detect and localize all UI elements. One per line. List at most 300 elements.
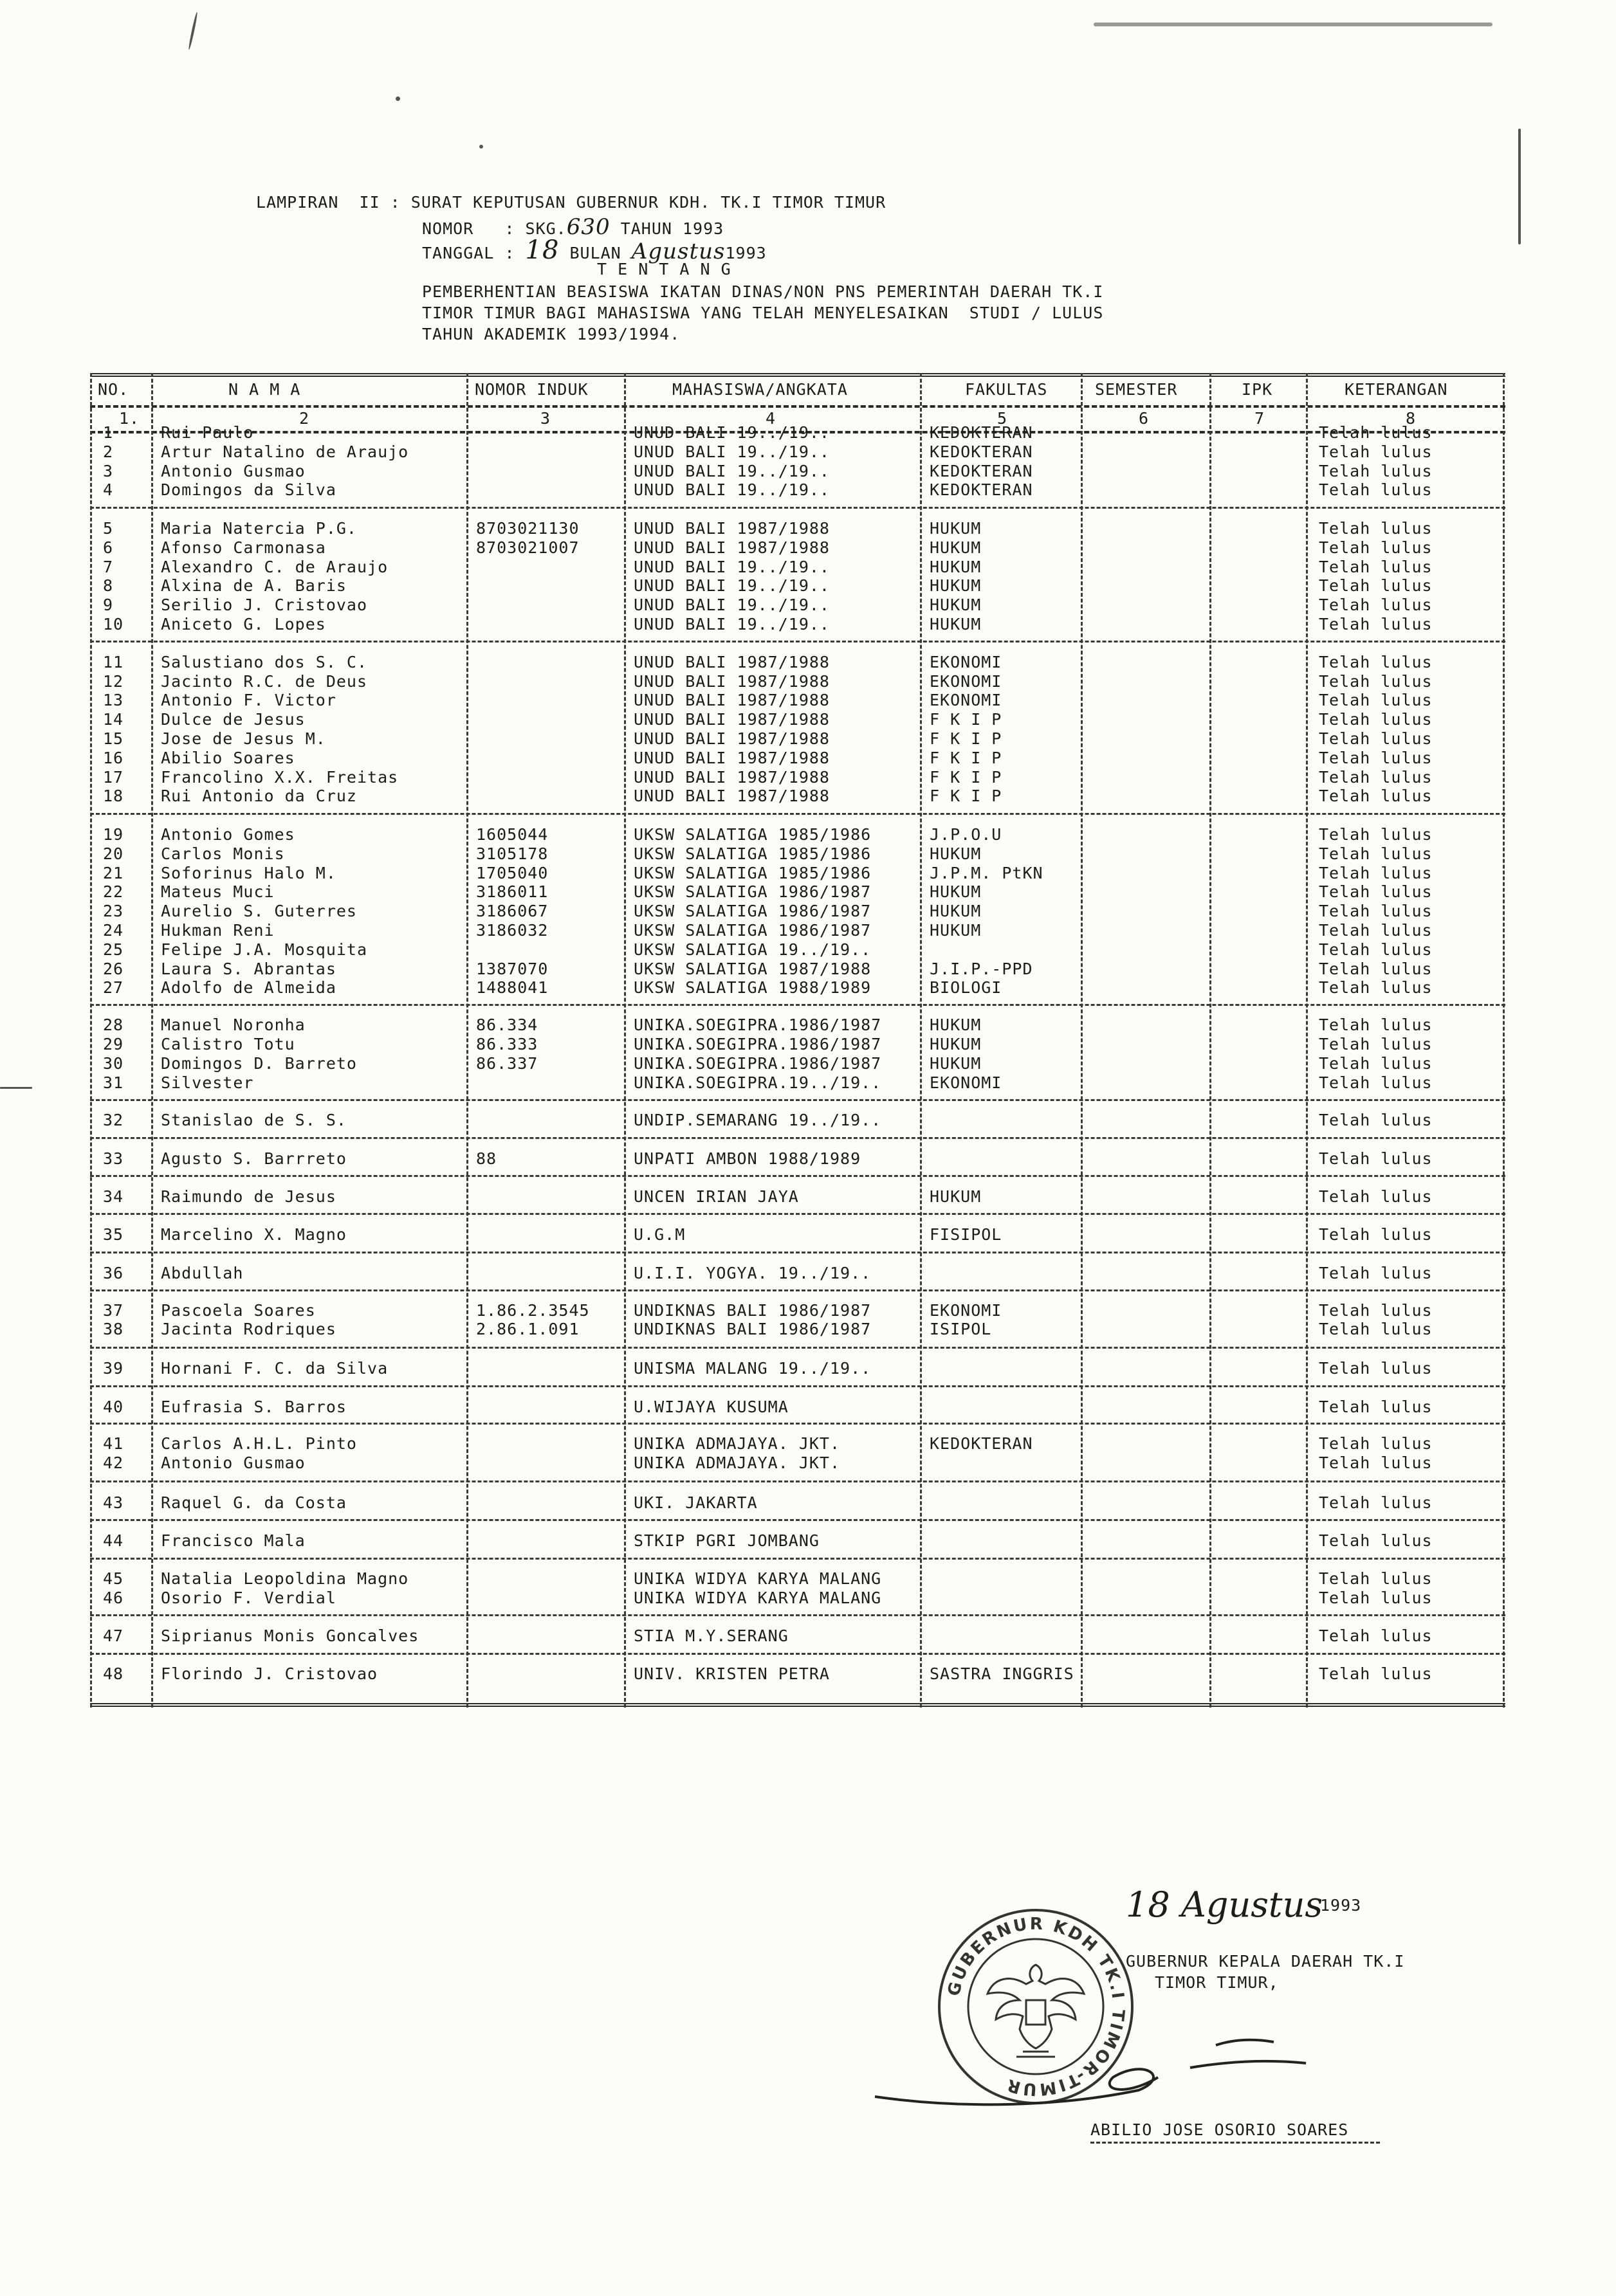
handwritten-signature	[868, 1884, 1447, 2155]
row-fakultas: HUKUM	[930, 596, 982, 615]
row-keterangan: Telah lulus	[1319, 538, 1433, 557]
row-keterangan: Telah lulus	[1319, 423, 1433, 442]
row-keterangan: Telah lulus	[1319, 729, 1433, 748]
row-keterangan: Telah lulus	[1319, 1626, 1433, 1646]
row-fakultas: KEDOKTERAN	[930, 461, 1033, 480]
row-mahasiswa-angkatan: UKSW SALATIGA 1987/1988	[634, 959, 872, 978]
row-no: 44	[103, 1531, 124, 1551]
signature-title-2: TIMOR TIMUR,	[1155, 1973, 1279, 1992]
student-table	[90, 373, 1505, 1708]
row-mahasiswa-angkatan: UKI. JAKARTA	[634, 1493, 758, 1512]
row-nama: Raimundo de Jesus	[161, 1187, 336, 1206]
row-keterangan: Telah lulus	[1319, 748, 1433, 767]
colnum-5: 5	[997, 409, 1008, 428]
row-nama: Hornani F. C. da Silva	[161, 1358, 389, 1378]
row-no: 20	[103, 844, 124, 863]
row-mahasiswa-angkatan: UNUD BALI 1987/1988	[634, 519, 830, 538]
row-nama: Francolino X.X. Freitas	[161, 767, 399, 787]
row-nama: Silvester	[161, 1073, 254, 1092]
row-nomor-induk: 1.86.2.3545	[476, 1300, 590, 1320]
group-separator	[90, 507, 1505, 509]
row-nama: Alxina de A. Baris	[161, 576, 347, 596]
row-keterangan: Telah lulus	[1319, 442, 1433, 461]
nomor-suffix: TAHUN 1993	[610, 219, 724, 238]
row-keterangan: Telah lulus	[1319, 1073, 1433, 1092]
row-keterangan: Telah lulus	[1319, 1320, 1433, 1339]
row-nama: Domingos D. Barreto	[161, 1053, 357, 1073]
row-nama: Afonso Carmonasa	[161, 538, 326, 557]
row-no: 16	[103, 748, 124, 767]
row-mahasiswa-angkatan: UNIKA.SOEGIPRA.1986/1987	[634, 1053, 882, 1073]
row-nomor-induk: 3186067	[476, 902, 549, 921]
signatory-underline	[1090, 2142, 1380, 2144]
scan-mark	[188, 12, 198, 50]
row-fakultas: F K I P	[930, 748, 1002, 767]
colnum-7: 7	[1254, 409, 1265, 428]
row-keterangan: Telah lulus	[1319, 1358, 1433, 1378]
row-keterangan: Telah lulus	[1319, 1016, 1433, 1035]
scan-edge	[1518, 129, 1521, 244]
row-mahasiswa-angkatan: UKSW SALATIGA 1986/1987	[634, 920, 872, 940]
row-no: 29	[103, 1035, 124, 1053]
nomor-handwritten: 630	[566, 214, 611, 240]
row-no: 32	[103, 1111, 124, 1130]
row-nama: Artur Natalino de Araujo	[161, 442, 409, 461]
group-separator	[90, 1004, 1505, 1006]
row-mahasiswa-angkatan: UNUD BALI 1987/1988	[634, 538, 830, 557]
row-no: 36	[103, 1263, 124, 1282]
row-no: 30	[103, 1053, 124, 1073]
row-keterangan: Telah lulus	[1319, 978, 1433, 998]
row-keterangan: Telah lulus	[1319, 1053, 1433, 1073]
row-mahasiswa-angkatan: UNUD BALI 1987/1988	[634, 787, 830, 806]
vsep-univ	[920, 373, 922, 1708]
row-mahasiswa-angkatan: UNUD BALI 19../19..	[634, 576, 830, 596]
header-semester: SEMESTER	[1095, 380, 1178, 399]
row-no: 46	[103, 1588, 124, 1607]
signature-block	[868, 1884, 1447, 2155]
row-nama: Calistro Totu	[161, 1035, 295, 1053]
row-keterangan: Telah lulus	[1319, 1531, 1433, 1551]
row-mahasiswa-angkatan: UNUD BALI 19../19..	[634, 557, 830, 576]
row-keterangan: Telah lulus	[1319, 652, 1433, 671]
row-no: 33	[103, 1149, 124, 1168]
row-mahasiswa-angkatan: UNISMA MALANG 19../19..	[634, 1358, 872, 1378]
group-separator	[90, 1347, 1505, 1349]
row-no: 39	[103, 1358, 124, 1378]
row-nama: Rui Paulo	[161, 423, 254, 442]
row-mahasiswa-angkatan: UNUD BALI 19../19..	[634, 442, 830, 461]
row-fakultas: FISIPOL	[930, 1225, 1002, 1244]
row-nama: Siprianus Monis Goncalves	[161, 1626, 419, 1646]
row-nomor-induk: 86.334	[476, 1016, 538, 1035]
row-nama: Domingos da Silva	[161, 480, 336, 500]
row-fakultas: KEDOKTERAN	[930, 480, 1033, 500]
row-fakultas: EKONOMI	[930, 671, 1002, 691]
row-keterangan: Telah lulus	[1319, 920, 1433, 940]
header-fakultas: FAKULTAS	[965, 380, 1048, 399]
row-mahasiswa-angkatan: UNUD BALI 19../19..	[634, 596, 830, 615]
row-nama: Florindo J. Cristovao	[161, 1664, 378, 1683]
tanggal-bulan: BULAN	[559, 244, 632, 262]
row-fakultas: BIOLOGI	[930, 978, 1002, 998]
row-no: 13	[103, 691, 124, 710]
row-fakultas: HUKUM	[930, 615, 982, 634]
tanggal-day: 18	[525, 235, 560, 265]
row-mahasiswa-angkatan: UNPATI AMBON 1988/1989	[634, 1149, 861, 1168]
group-separator	[90, 1558, 1505, 1560]
row-fakultas: F K I P	[930, 710, 1002, 729]
row-nama: Antonio Gusmao	[161, 461, 306, 480]
row-fakultas: EKONOMI	[930, 652, 1002, 671]
row-no: 34	[103, 1187, 124, 1206]
row-fakultas: F K I P	[930, 767, 1002, 787]
row-nama: Serilio J. Cristovao	[161, 596, 368, 615]
row-no: 42	[103, 1453, 124, 1473]
row-no: 38	[103, 1320, 124, 1339]
scan-edge	[0, 1087, 32, 1089]
row-fakultas: EKONOMI	[930, 1073, 1002, 1092]
row-no: 26	[103, 959, 124, 978]
row-no: 47	[103, 1626, 124, 1646]
row-no: 6	[103, 538, 114, 557]
row-nama: Natalia Leopoldina Magno	[161, 1569, 409, 1588]
row-nama: Carlos A.H.L. Pinto	[161, 1434, 357, 1453]
row-mahasiswa-angkatan: UKSW SALATIGA 1985/1986	[634, 844, 872, 863]
row-mahasiswa-angkatan: UKSW SALATIGA 1988/1989	[634, 978, 872, 998]
subject-line-2: TIMOR TIMUR BAGI MAHASISWA YANG TELAH MENYELESAIKAN STUDI / LULUS	[422, 304, 1104, 322]
nomor-prefix: NOMOR : SKG.	[422, 219, 567, 238]
row-keterangan: Telah lulus	[1319, 480, 1433, 500]
header-mahasiswa: MAHASISWA/ANGKATA	[672, 380, 848, 399]
row-mahasiswa-angkatan: U.G.M	[634, 1225, 686, 1244]
row-nama: Antonio Gomes	[161, 825, 295, 844]
row-fakultas: HUKUM	[930, 1187, 982, 1206]
row-keterangan: Telah lulus	[1319, 863, 1433, 882]
signatory-name: ABILIO JOSE OSORIO SOARES	[1090, 2120, 1349, 2139]
row-keterangan: Telah lulus	[1319, 1035, 1433, 1053]
row-fakultas: HUKUM	[930, 1035, 982, 1053]
row-no: 15	[103, 729, 124, 748]
row-mahasiswa-angkatan: UNIKA WIDYA KARYA MALANG	[634, 1569, 882, 1588]
row-nama: Raquel G. da Costa	[161, 1493, 347, 1512]
row-fakultas: HUKUM	[930, 882, 982, 902]
row-nomor-induk: 86.333	[476, 1035, 538, 1053]
row-no: 8	[103, 576, 114, 596]
row-nama: Agusto S. Barrreto	[161, 1149, 347, 1168]
row-fakultas: EKONOMI	[930, 1300, 1002, 1320]
row-no: 23	[103, 902, 124, 921]
row-keterangan: Telah lulus	[1319, 615, 1433, 634]
header-rule	[90, 405, 1505, 408]
row-no: 28	[103, 1016, 124, 1035]
row-keterangan: Telah lulus	[1319, 882, 1433, 902]
tanggal-month: Agustus	[631, 239, 726, 264]
colnum-8: 8	[1406, 409, 1417, 428]
vsep-nama	[466, 373, 468, 1708]
row-nama: Hukman Reni	[161, 920, 275, 940]
colnum-1: 1.	[119, 409, 140, 428]
row-no: 37	[103, 1300, 124, 1320]
row-mahasiswa-angkatan: UNUD BALI 1987/1988	[634, 748, 830, 767]
subject-line-1: PEMBERHENTIAN BEASISWA IKATAN DINAS/NON PNS PEMERINTAH DAERAH TK.I	[422, 282, 1104, 301]
row-nomor-induk: 8703021007	[476, 538, 580, 557]
vsep-semester	[1209, 373, 1211, 1708]
row-mahasiswa-angkatan: UNIKA ADMAJAYA. JKT.	[634, 1434, 841, 1453]
group-separator	[90, 1385, 1505, 1387]
signature-title-1: GUBERNUR KEPALA DAERAH TK.I	[1126, 1952, 1405, 1971]
row-nama: Osorio F. Verdial	[161, 1588, 336, 1607]
row-keterangan: Telah lulus	[1319, 1664, 1433, 1683]
row-mahasiswa-angkatan: UNIKA WIDYA KARYA MALANG	[634, 1588, 882, 1607]
row-fakultas: HUKUM	[930, 1016, 982, 1035]
row-keterangan: Telah lulus	[1319, 959, 1433, 978]
row-mahasiswa-angkatan: U.I.I. YOGYA. 19../19..	[634, 1263, 872, 1282]
row-mahasiswa-angkatan: UNUD BALI 1987/1988	[634, 710, 830, 729]
row-fakultas: KEDOKTERAN	[930, 1434, 1033, 1453]
colnum-2: 2	[299, 409, 310, 428]
group-separator	[90, 1252, 1505, 1253]
row-no: 31	[103, 1073, 124, 1092]
row-nama: Stanislao de S. S.	[161, 1111, 347, 1130]
row-fakultas: HUKUM	[930, 519, 982, 538]
row-nama: Aurelio S. Guterres	[161, 902, 357, 921]
row-mahasiswa-angkatan: STIA M.Y.SERANG	[634, 1626, 789, 1646]
row-nomor-induk: 8703021130	[476, 519, 580, 538]
row-nomor-induk: 3105178	[476, 844, 549, 863]
row-fakultas: SASTRA INGGRIS	[930, 1664, 1074, 1683]
row-fakultas: EKONOMI	[930, 691, 1002, 710]
row-keterangan: Telah lulus	[1319, 1453, 1433, 1473]
row-keterangan: Telah lulus	[1319, 1493, 1433, 1512]
row-no: 2	[103, 442, 114, 461]
group-separator	[90, 1481, 1505, 1482]
table-bottom-rule	[90, 1703, 1505, 1707]
vsep-no	[151, 373, 153, 1708]
row-mahasiswa-angkatan: UNUD BALI 19../19..	[634, 615, 830, 634]
vsep-fakultas	[1081, 373, 1083, 1708]
row-no: 25	[103, 940, 124, 959]
row-mahasiswa-angkatan: UNUD BALI 19../19..	[634, 423, 830, 442]
row-no: 18	[103, 787, 124, 806]
row-mahasiswa-angkatan: UKSW SALATIGA 1985/1986	[634, 825, 872, 844]
row-nama: Antonio F. Victor	[161, 691, 336, 710]
row-keterangan: Telah lulus	[1319, 1149, 1433, 1168]
row-no: 35	[103, 1225, 124, 1244]
row-fakultas: HUKUM	[930, 1053, 982, 1073]
row-no: 14	[103, 710, 124, 729]
row-nama: Maria Natercia P.G.	[161, 519, 357, 538]
table-top-rule	[90, 373, 1505, 377]
signature-date: 18 Agustus	[1126, 1884, 1323, 1925]
row-keterangan: Telah lulus	[1319, 902, 1433, 921]
row-no: 11	[103, 652, 124, 671]
row-keterangan: Telah lulus	[1319, 1225, 1433, 1244]
row-no: 17	[103, 767, 124, 787]
row-nama: Salustiano dos S. C.	[161, 652, 368, 671]
row-nomor-induk: 2.86.1.091	[476, 1320, 580, 1339]
group-separator	[90, 1423, 1505, 1425]
tanggal-year: 1993	[725, 244, 767, 262]
row-keterangan: Telah lulus	[1319, 1300, 1433, 1320]
group-separator	[90, 1653, 1505, 1655]
tanggal-prefix: TANGGAL :	[422, 244, 526, 262]
row-keterangan: Telah lulus	[1319, 557, 1433, 576]
row-nama: Alexandro C. de Araujo	[161, 557, 389, 576]
row-no: 43	[103, 1493, 124, 1512]
row-nama: Dulce de Jesus	[161, 710, 306, 729]
row-keterangan: Telah lulus	[1319, 787, 1433, 806]
row-mahasiswa-angkatan: UNIV. KRISTEN PETRA	[634, 1664, 830, 1683]
row-no: 27	[103, 978, 124, 998]
row-mahasiswa-angkatan: UNCEN IRIAN JAYA	[634, 1187, 799, 1206]
row-nama: Abilio Soares	[161, 748, 295, 767]
header-nama: N A M A	[228, 380, 301, 399]
row-keterangan: Telah lulus	[1319, 1397, 1433, 1416]
row-nama: Jacinta Rodriques	[161, 1320, 336, 1339]
group-separator	[90, 1099, 1505, 1101]
row-nomor-induk: 88	[476, 1149, 497, 1168]
row-keterangan: Telah lulus	[1319, 691, 1433, 710]
row-keterangan: Telah lulus	[1319, 1187, 1433, 1206]
row-mahasiswa-angkatan: UNIKA.SOEGIPRA.1986/1987	[634, 1016, 882, 1035]
row-mahasiswa-angkatan: STKIP PGRI JOMBANG	[634, 1531, 820, 1551]
header-keterangan: KETERANGAN	[1345, 380, 1448, 399]
header-no: NO.	[98, 380, 129, 399]
row-nomor-induk: 1705040	[476, 863, 549, 882]
row-mahasiswa-angkatan: UKSW SALATIGA 1986/1987	[634, 882, 872, 902]
group-separator	[90, 1614, 1505, 1616]
row-no: 22	[103, 882, 124, 902]
row-nomor-induk: 3186032	[476, 920, 549, 940]
row-nomor-induk: 1387070	[476, 959, 549, 978]
row-mahasiswa-angkatan: UNUD BALI 19../19..	[634, 480, 830, 500]
signature-year: 1993	[1320, 1896, 1362, 1915]
group-separator	[90, 813, 1505, 815]
header-ipk: IPK	[1242, 380, 1273, 399]
row-mahasiswa-angkatan: UNUD BALI 1987/1988	[634, 671, 830, 691]
row-keterangan: Telah lulus	[1319, 1434, 1433, 1453]
row-nama: Felipe J.A. Mosquita	[161, 940, 368, 959]
row-nama: Aniceto G. Lopes	[161, 615, 326, 634]
row-keterangan: Telah lulus	[1319, 519, 1433, 538]
row-mahasiswa-angkatan: UNDIKNAS BALI 1986/1987	[634, 1320, 872, 1339]
row-mahasiswa-angkatan: UNDIKNAS BALI 1986/1987	[634, 1300, 872, 1320]
row-no: 12	[103, 671, 124, 691]
row-no: 1	[103, 423, 114, 442]
row-fakultas: J.I.P.-PPD	[930, 959, 1033, 978]
row-nama: Jacinto R.C. de Deus	[161, 671, 368, 691]
row-fakultas: HUKUM	[930, 920, 982, 940]
row-mahasiswa-angkatan: UNUD BALI 1987/1988	[634, 767, 830, 787]
row-nama: Adolfo de Almeida	[161, 978, 336, 998]
group-separator	[90, 641, 1505, 642]
row-nama: Antonio Gusmao	[161, 1453, 306, 1473]
row-nama: Marcelino X. Magno	[161, 1225, 347, 1244]
row-nama: Eufrasia S. Barros	[161, 1397, 347, 1416]
row-fakultas: F K I P	[930, 787, 1002, 806]
row-nama: Carlos Monis	[161, 844, 285, 863]
row-mahasiswa-angkatan: UKSW SALATIGA 19../19..	[634, 940, 872, 959]
row-mahasiswa-angkatan: UNIKA.SOEGIPRA.1986/1987	[634, 1035, 882, 1053]
row-nama: Pascoela Soares	[161, 1300, 316, 1320]
row-no: 5	[103, 519, 114, 538]
group-separator	[90, 1519, 1505, 1521]
vsep-right	[1503, 373, 1505, 1708]
row-no: 21	[103, 863, 124, 882]
row-mahasiswa-angkatan: UKSW SALATIGA 1986/1987	[634, 902, 872, 921]
row-no: 10	[103, 615, 124, 634]
row-nama: Mateus Muci	[161, 882, 275, 902]
group-separator	[90, 1137, 1505, 1139]
row-keterangan: Telah lulus	[1319, 596, 1433, 615]
row-keterangan: Telah lulus	[1319, 1111, 1433, 1130]
group-separator	[90, 1289, 1505, 1291]
row-mahasiswa-angkatan: UNUD BALI 1987/1988	[634, 729, 830, 748]
row-keterangan: Telah lulus	[1319, 1263, 1433, 1282]
row-fakultas: HUKUM	[930, 844, 982, 863]
row-keterangan: Telah lulus	[1319, 461, 1433, 480]
row-keterangan: Telah lulus	[1319, 1588, 1433, 1607]
row-mahasiswa-angkatan: U.WIJAYA KUSUMA	[634, 1397, 789, 1416]
row-mahasiswa-angkatan: UNUD BALI 1987/1988	[634, 652, 830, 671]
svg-text:GUBERNUR KDH TK.I TIMOR-TIMUR: GUBERNUR KDH TK.I TIMOR-TIMUR	[944, 1914, 1128, 2099]
row-keterangan: Telah lulus	[1319, 576, 1433, 596]
row-fakultas: F K I P	[930, 729, 1002, 748]
row-fakultas: ISIPOL	[930, 1320, 992, 1339]
tentang-heading: T E N T A N G	[597, 260, 731, 278]
row-nama: Laura S. Abrantas	[161, 959, 336, 978]
row-fakultas: HUKUM	[930, 557, 982, 576]
row-keterangan: Telah lulus	[1319, 940, 1433, 959]
row-nama: Rui Antonio da Cruz	[161, 787, 357, 806]
row-nama: Jose de Jesus M.	[161, 729, 326, 748]
row-keterangan: Telah lulus	[1319, 844, 1433, 863]
colnum-6: 6	[1139, 409, 1150, 428]
row-no: 45	[103, 1569, 124, 1588]
subject-line-3: TAHUN AKADEMIK 1993/1994.	[422, 325, 681, 343]
row-nama: Abdullah	[161, 1263, 244, 1282]
row-fakultas: KEDOKTERAN	[930, 423, 1033, 442]
row-nomor-induk: 1488041	[476, 978, 549, 998]
colnum-3: 3	[540, 409, 551, 428]
row-nomor-induk: 86.337	[476, 1053, 538, 1073]
header-nomor-induk: NOMOR INDUK	[475, 380, 589, 399]
row-no: 4	[103, 480, 114, 500]
row-no: 40	[103, 1397, 124, 1416]
row-mahasiswa-angkatan: UNUD BALI 19../19..	[634, 461, 830, 480]
vsep-left	[90, 373, 92, 1708]
row-fakultas: KEDOKTERAN	[930, 442, 1033, 461]
scan-speck	[479, 145, 483, 149]
row-no: 19	[103, 825, 124, 844]
vsep-ipk	[1306, 373, 1308, 1708]
row-nama: Francisco Mala	[161, 1531, 306, 1551]
row-no: 48	[103, 1664, 124, 1683]
scan-edge	[1094, 23, 1492, 26]
row-no: 9	[103, 596, 114, 615]
row-fakultas: J.P.M. PtKN	[930, 863, 1043, 882]
row-keterangan: Telah lulus	[1319, 1569, 1433, 1588]
row-no: 7	[103, 557, 114, 576]
scan-speck	[396, 96, 400, 101]
row-keterangan: Telah lulus	[1319, 825, 1433, 844]
row-nama: Soforinus Halo M.	[161, 863, 336, 882]
row-nomor-induk: 1605044	[476, 825, 549, 844]
colnum-4: 4	[766, 409, 776, 428]
row-fakultas: J.P.O.U	[930, 825, 1002, 844]
row-fakultas: HUKUM	[930, 902, 982, 921]
